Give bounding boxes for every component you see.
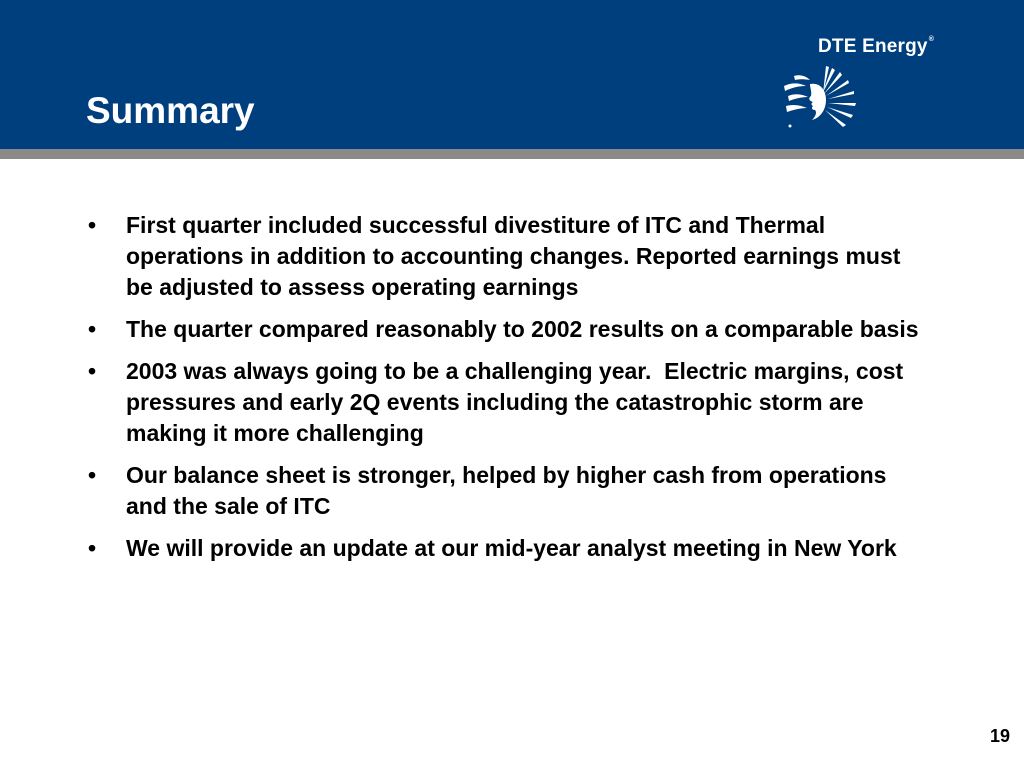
page-number: 19: [989, 726, 1010, 746]
list-item: [88, 210, 928, 303]
bullet-marker: •: [88, 358, 97, 384]
bullet-list: [88, 210, 928, 575]
bullet-text: First quarter included successful divestiture of ITC and Thermal operations in addition to accounting changes. Reported earnings must be adjusted to assess operating earnings: [126, 212, 901, 300]
bullet-text: The quarter compared reasonably to 2002 results on a comparable basis: [126, 316, 919, 342]
sunburst-face-logo-icon: [782, 64, 864, 130]
page-title: Summary: [86, 90, 255, 131]
list-item: [88, 314, 928, 345]
logo-name: DTE Energy: [818, 36, 928, 57]
company-logo: [782, 30, 972, 130]
bullet-marker: •: [88, 535, 97, 561]
list-item: [88, 356, 928, 449]
list-item: [88, 533, 928, 564]
bullet-marker: •: [88, 462, 97, 488]
logo-wordmark: [818, 36, 934, 58]
bullet-marker: •: [88, 316, 97, 342]
bullet-marker: •: [88, 212, 97, 238]
logo-registered-mark: ®: [928, 36, 935, 43]
bullet-text: We will provide an update at our mid-year analyst meeting in New York: [126, 535, 897, 561]
list-item: [88, 460, 928, 522]
bullet-text: 2003 was always going to be a challenging year. Electric margins, cost pressures and early 2Q events including the catastrophic storm are making it more challenging: [126, 358, 910, 446]
bullet-text: Our balance sheet is stronger, helped by higher cash from operations and the sale of ITC: [126, 462, 887, 519]
header-divider: [0, 149, 1024, 159]
header-band: [0, 0, 1024, 149]
